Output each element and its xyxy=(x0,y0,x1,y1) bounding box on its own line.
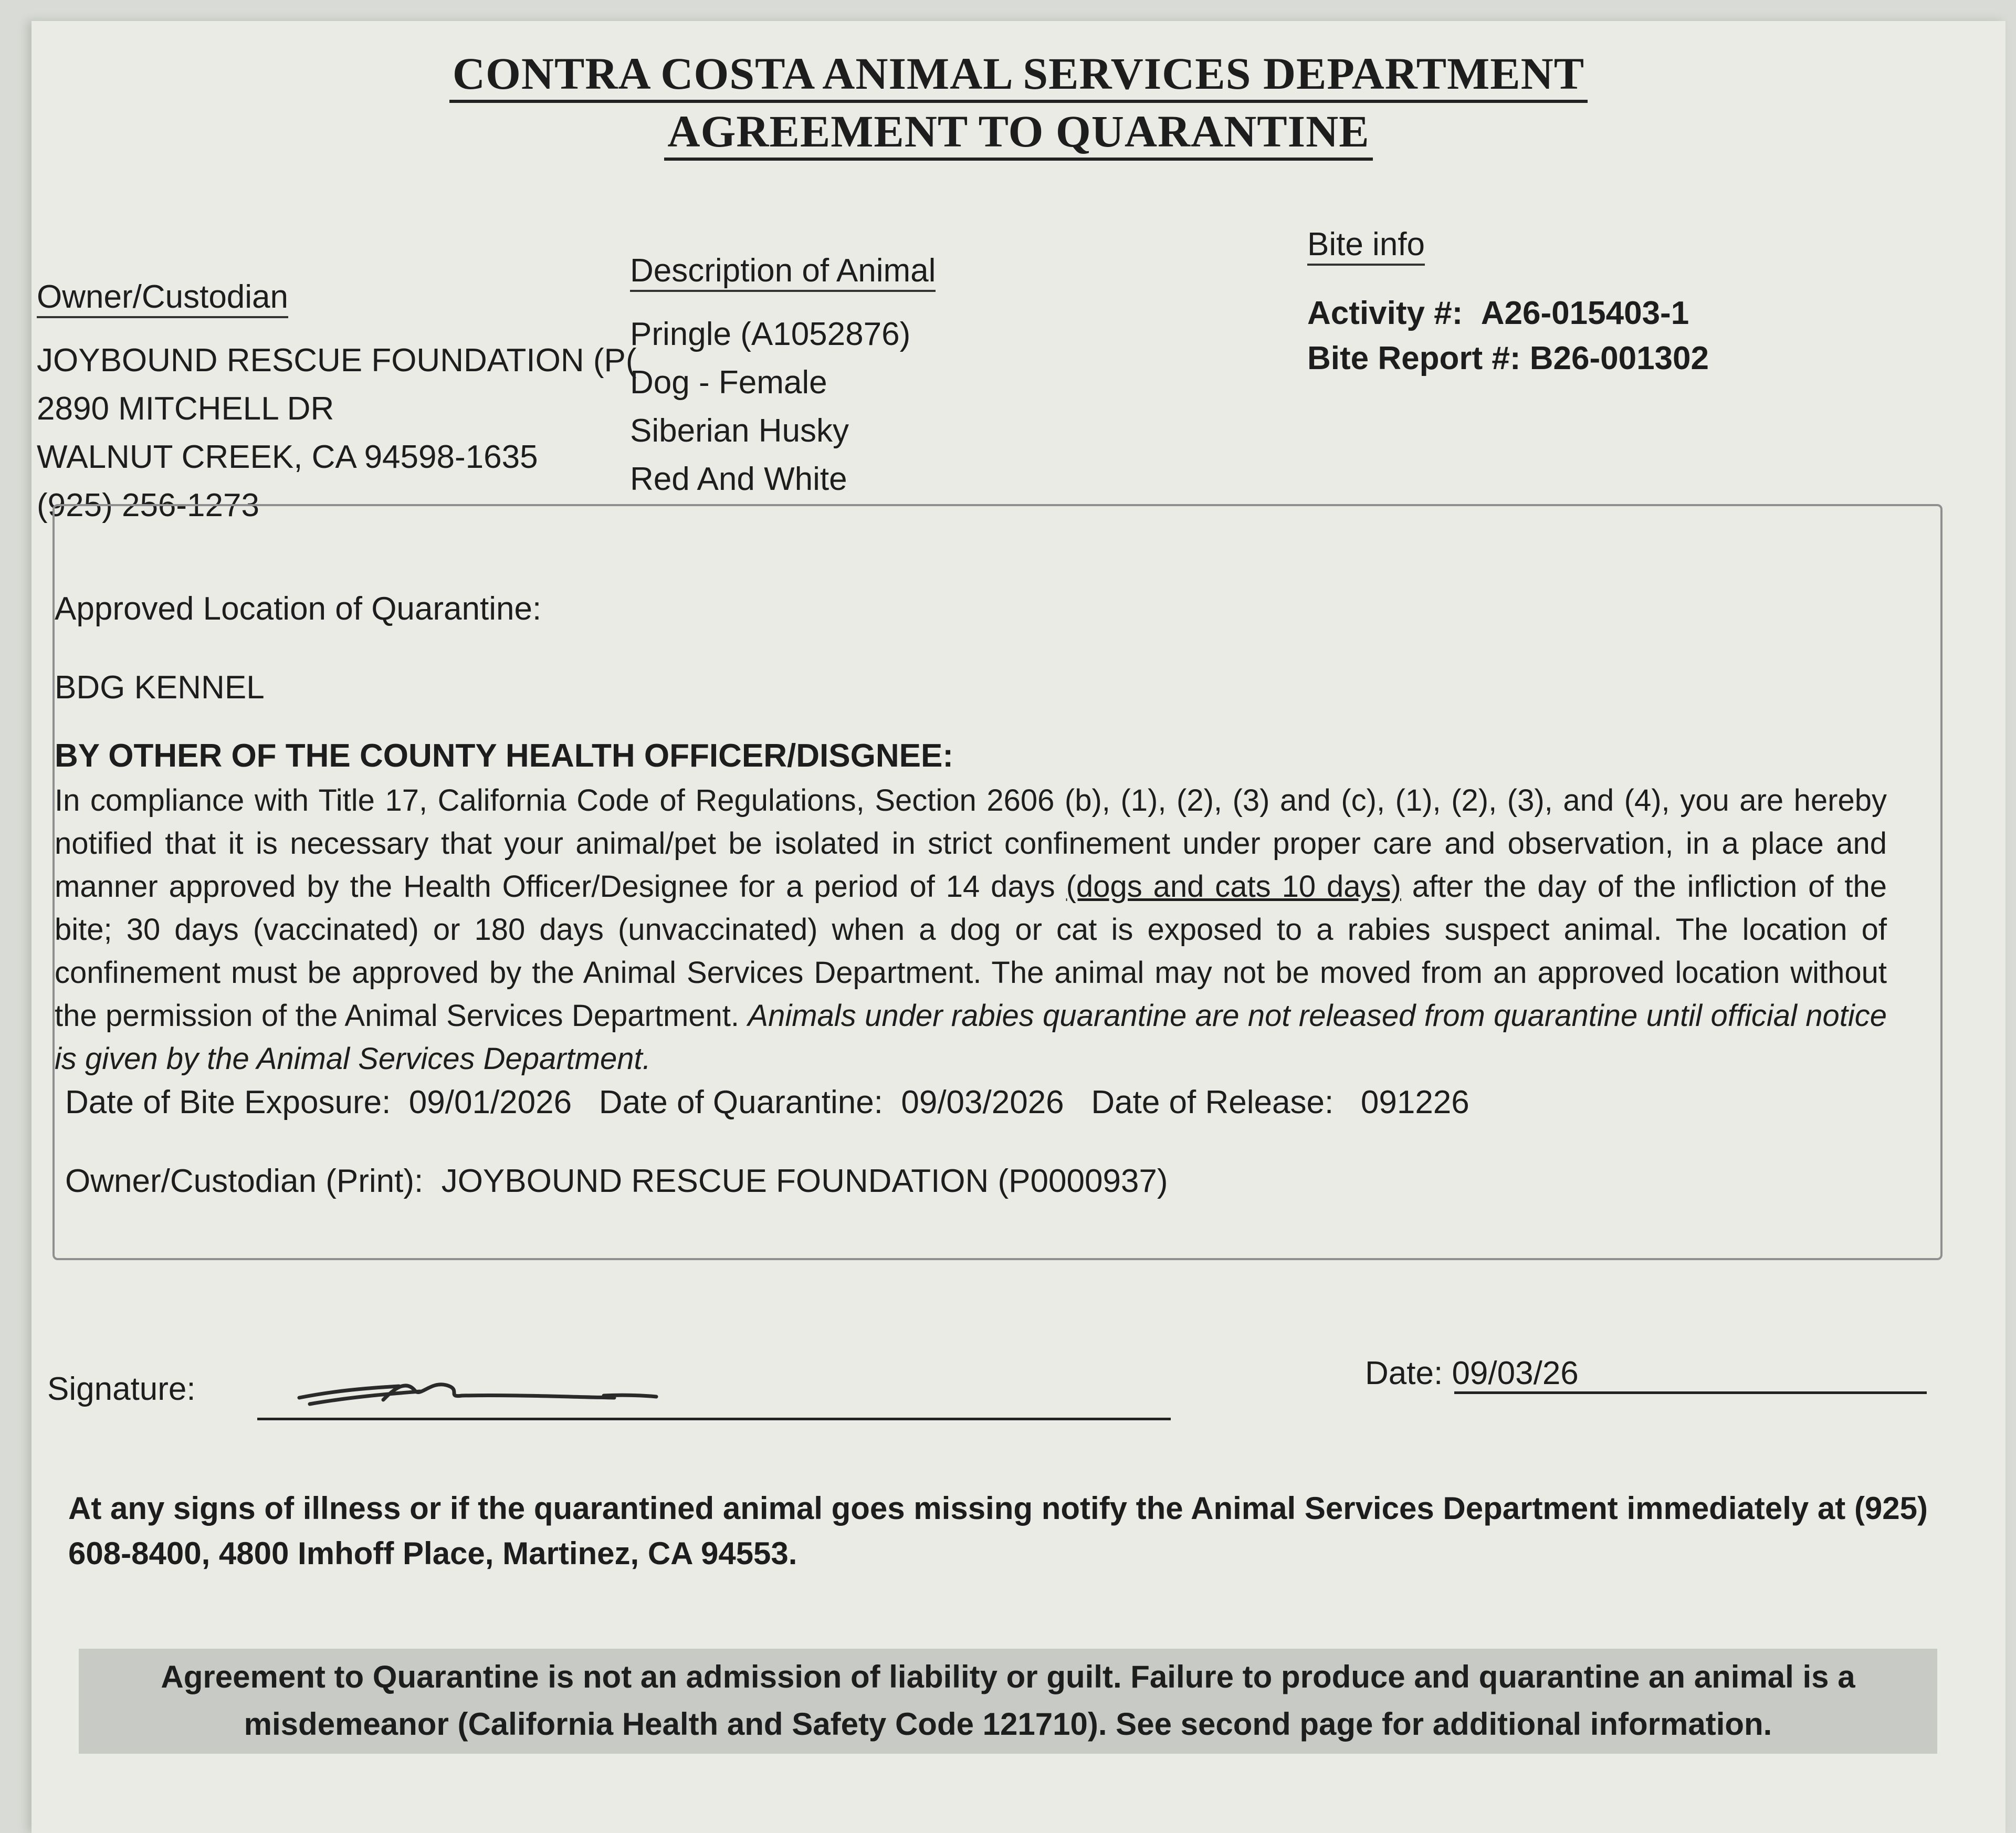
owner-name: JOYBOUND RESCUE FOUNDATION (P( xyxy=(37,342,637,379)
bite-report-number: Bite Report #: B26-001302 xyxy=(1307,340,1709,376)
owner-street: 2890 MITCHELL DR xyxy=(37,391,334,427)
bite-info-section xyxy=(1307,226,1709,380)
bite-date-value: 09/01/2026 xyxy=(408,1084,572,1120)
handwritten-signature xyxy=(289,1365,688,1418)
activity-number: Activity #: A26-015403-1 xyxy=(1307,295,1689,331)
signature-field[interactable] xyxy=(257,1365,1171,1423)
disclaimer-line2: misdemeanor (California Health and Safety Code 121710). See second page for additional information. xyxy=(244,1706,1772,1742)
owner-print-label: Owner/Custodian (Print): xyxy=(65,1163,424,1199)
animal-color: Red And White xyxy=(630,461,847,497)
animal-heading: Description of Animal xyxy=(630,253,936,292)
quarantine-date-value: 09/03/2026 xyxy=(901,1084,1064,1120)
location-label: Approved Location of Quarantine: xyxy=(55,591,542,627)
quarantine-date-label: Date of Quarantine: xyxy=(598,1084,883,1120)
form-title-line1: CONTRA COSTA ANIMAL SERVICES DEPARTMENT xyxy=(32,47,2006,100)
order-heading: BY OTHER OF THE COUNTY HEALTH OFFICER/DISGNEE: xyxy=(55,738,953,774)
signature-line xyxy=(257,1418,1171,1420)
signature-date xyxy=(1365,1349,1579,1398)
signature-label: Signature: xyxy=(47,1371,196,1407)
animal-breed: Siberian Husky xyxy=(630,413,849,449)
disclaimer-band xyxy=(79,1649,1937,1754)
form-title-line2: AGREEMENT TO QUARANTINE xyxy=(32,105,2006,158)
bite-date-label: Date of Bite Exposure: xyxy=(65,1084,391,1120)
date-line xyxy=(1454,1391,1927,1394)
owner-phone: (925) 256-1273 xyxy=(37,487,259,523)
quarantine-details-box xyxy=(52,504,1942,1260)
owner-print-value: JOYBOUND RESCUE FOUNDATION (P0000937) xyxy=(441,1163,1168,1199)
signature-date-value: 09/03/26 xyxy=(1452,1355,1579,1391)
location-value: BDG KENNEL xyxy=(55,669,265,706)
illness-notice: At any signs of illness or if the quarantined animal goes missing notify the Animal Services Department immediately at (925) 608-8400, 4800 Imhoff Place, Martinez, CA 94553. xyxy=(68,1491,1928,1571)
animal-name: Pringle (A1052876) xyxy=(630,316,911,352)
dates-row xyxy=(65,1078,1469,1127)
quarantine-order-paragraph: In compliance with Title 17, California Code of Regulations, Section 2606 (b), (1), (2), (3) and (c), (1), (2), (3), and (4), you are hereby notified that it is necessary that your animal/pet be isolated in strict confinement under proper care and observation, in a place and manner approved by the Health Officer/Designee for a period of 14 days (dogs and cats 10 days) after the day of the infliction of the bite; 30 days (vaccinated) or 180 days (unvaccinated) when a dog or cat is exposed to a rabies suspect animal. The location of confinement must be approved by the Animal Services Department. The animal may not be moved from an approved location without the permission of the Animal Services Department. Animals under rabies quarantine are not released from quarantine until official notice is given by the Animal Services Department. xyxy=(55,783,1887,1076)
bite-info-heading: Bite info xyxy=(1307,226,1425,266)
owner-print-row xyxy=(65,1157,1168,1206)
quarantine-form-page xyxy=(32,21,2006,1833)
release-date-value: 091226 xyxy=(1360,1084,1469,1120)
release-date-label: Date of Release: xyxy=(1091,1084,1334,1120)
disclaimer-line1: Agreement to Quarantine is not an admission of liability or guilt. Failure to produce and quarantine an animal is a xyxy=(161,1659,1855,1694)
animal-section xyxy=(630,252,936,504)
owner-city: WALNUT CREEK, CA 94598-1635 xyxy=(37,439,538,475)
owner-section xyxy=(37,278,636,530)
signature-date-label: Date: xyxy=(1365,1355,1443,1391)
owner-heading: Owner/Custodian xyxy=(37,279,288,318)
animal-species-sex: Dog - Female xyxy=(630,364,827,401)
